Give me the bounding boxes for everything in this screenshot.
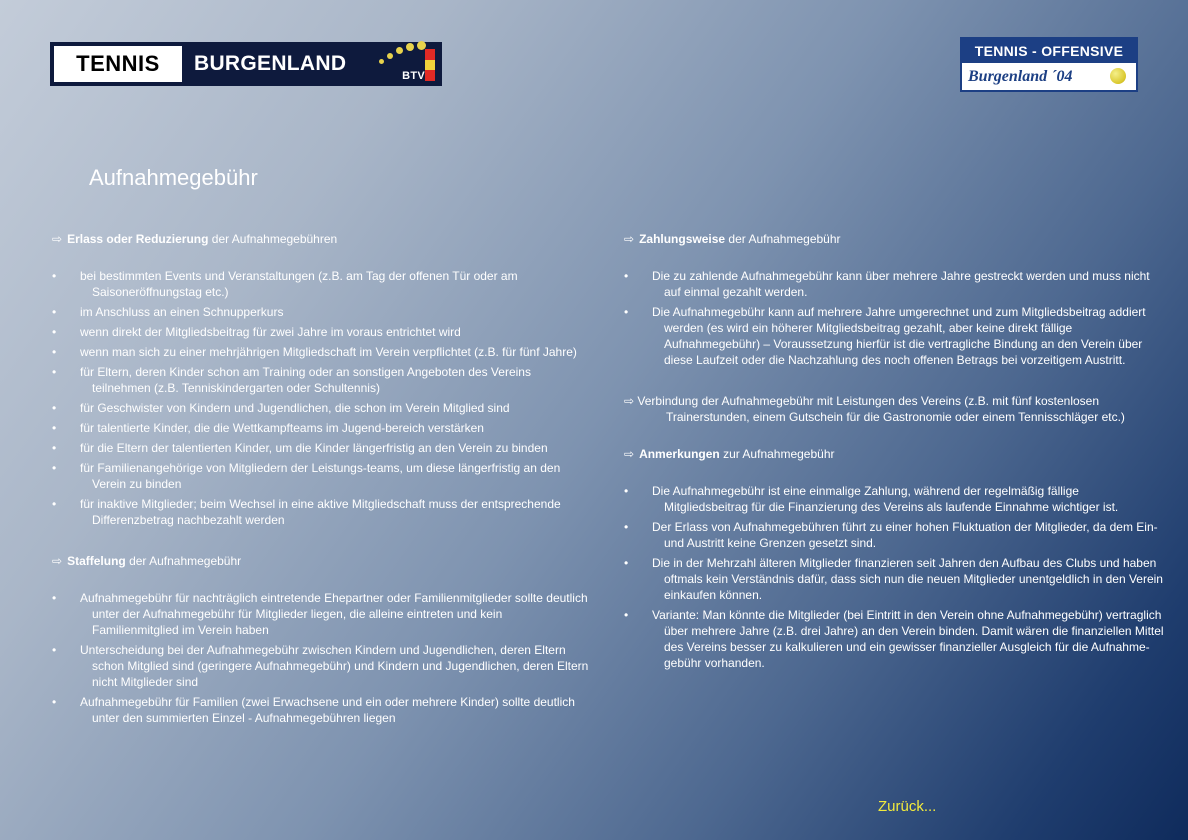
- bullet-dot-icon: •: [52, 305, 57, 319]
- bullet-dot-icon: •: [52, 421, 57, 435]
- bullet-dot-icon: •: [52, 269, 57, 283]
- list-item-text: Unterscheidung bei der Aufnahmegebühr zwischen Kindern und Jugendlichen, deren Eltern schon Mitglied sind (geringere Aufnahmegebühr) und Kindern und Jugendlichen, deren Eltern nicht Mitglieder sind: [80, 643, 589, 689]
- bullet-dot-icon: •: [624, 608, 629, 622]
- list-item: [624, 519, 1164, 551]
- bullet-dot-icon: •: [52, 497, 57, 511]
- arrow-right-outline-icon: ⇨: [52, 232, 63, 246]
- tennis-burgenland-logo: [50, 42, 442, 86]
- list-item-text: Die Aufnahmegebühr ist eine einmalige Zahlung, während der regelmäßig fällige Mitgliedsbeitrag für die Finanzierung des Vereins als laufende Einnahme wichtiger ist.: [652, 484, 1119, 514]
- logo-offensive-line2-box: [962, 63, 1136, 90]
- bullet-dot-icon: •: [624, 269, 629, 283]
- list-item: [52, 440, 592, 456]
- list-item: [52, 400, 592, 416]
- logo-offensive-line1: TENNIS - OFFENSIVE: [962, 39, 1136, 63]
- tennis-ball-icon: [1110, 68, 1126, 84]
- list-item: [52, 694, 592, 726]
- section-heading-rest: zur Aufnahmegebühr: [719, 447, 835, 461]
- list-item: [624, 268, 1164, 300]
- list-item-text: Die Aufnahmegebühr kann auf mehrere Jahre umgerechnet und zum Mitgliedsbeitrag addiert werden (es wird ein höherer Mitgliedsbeitrag gezahlt, aber keine direkt fällige Aufnahmegebühr) – Voraussetzung hierfür ist die vertragliche Bindung an den Verein über diese Laufzeit oder die Nachzahlung des noch offenen Betrags bei vorzeitigem Austritt.: [652, 305, 1146, 367]
- list-item-text: Aufnahmegebühr für nachträglich eintretende Ehepartner oder Familienmitglieder sollte deutlich unter der Aufnahmegebühr für Mitglieder liegen, die alleine eintreten und kein Familienmitglied im Verein haben: [80, 591, 588, 637]
- bullet-dot-icon: •: [52, 325, 57, 339]
- bullet-dot-icon: •: [624, 520, 629, 534]
- bullet-dot-icon: •: [52, 365, 57, 379]
- section-heading-anmerkungen: [624, 446, 1164, 462]
- section-verbindung: [624, 393, 1164, 425]
- list-item: [624, 607, 1164, 671]
- list-item: [52, 364, 592, 396]
- logo-word-burgenland: BURGENLAND: [194, 52, 347, 75]
- list-item: [52, 496, 592, 528]
- verbindung-text-body: Verbindung der Aufnahmegebühr mit Leistungen des Vereins (z.B. mit fünf kostenlosen Trainerstunden, einem Gutschein für die Gastronomie oder einem Tennisschläger etc.): [637, 394, 1125, 424]
- list-item: [624, 304, 1164, 368]
- bullet-dot-icon: •: [52, 591, 57, 605]
- flag-stripes-icon: [425, 49, 435, 81]
- list-item-text: für inaktive Mitglieder; beim Wechsel in eine aktive Mitgliedschaft muss der entsprechende Differenzbetrag nachbezahlt werden: [80, 497, 561, 527]
- list-item-text: Aufnahmegebühr für Familien (zwei Erwachsene und ein oder mehrere Kinder) sollte deutlich unter den summierten Einzel - Aufnahmegebühren liegen: [80, 695, 575, 725]
- zahlungsweise-list: [624, 268, 1164, 368]
- section-heading-staffelung: [52, 553, 592, 569]
- verbindung-text: [624, 393, 1164, 425]
- section-heading-bold: Erlass oder Reduzierung: [67, 232, 209, 246]
- list-item-text: Variante: Man könnte die Mitglieder (bei Eintritt in den Verein ohne Aufnahmegebühr) vertraglich über mehrere Jahre (z.B. drei Jahre) an den Verein binden. Damit wären die finanziellen Mittel des Vereins besser zu kalkulieren und ein gewisser finanzieller Ausgleich für die Aufnahme-gebühr vorhanden.: [652, 608, 1164, 670]
- erlass-list: [52, 268, 592, 528]
- right-column: [624, 231, 1164, 675]
- list-item-text: für die Eltern der talentierten Kinder, um die Kinder längerfristig an den Verein zu binden: [80, 441, 548, 455]
- section-heading-rest: der Aufnahmegebühr: [725, 232, 841, 246]
- arrow-right-outline-icon: ⇨: [52, 554, 63, 568]
- section-heading-bold: Staffelung: [67, 554, 126, 568]
- section-heading-bold: Anmerkungen: [639, 447, 720, 461]
- logo-offensive-line2: Burgenland ´04: [968, 67, 1073, 85]
- list-item-text: bei bestimmten Events und Veranstaltungen (z.B. am Tag der offenen Tür oder am Saisoneröffnungstag etc.): [80, 269, 518, 299]
- anmerkungen-list: [624, 483, 1164, 671]
- list-item-text: Die in der Mehrzahl älteren Mitglieder finanzieren seit Jahren den Aufbau des Clubs und haben oftmals kein Verständnis dafür, dass sich nun die neuen Mitglieder unentgeldlich in den Verein einkaufen können.: [652, 556, 1163, 602]
- list-item: [52, 268, 592, 300]
- list-item: [52, 642, 592, 690]
- staffelung-list: [52, 590, 592, 726]
- section-heading-erlass: [52, 231, 592, 247]
- bullet-dot-icon: •: [52, 345, 57, 359]
- list-item: [624, 483, 1164, 515]
- list-item: [52, 344, 592, 360]
- arrow-right-outline-icon: ⇨: [624, 394, 638, 408]
- section-heading-bold: Zahlungsweise: [639, 232, 726, 246]
- tennis-offensive-logo: [960, 37, 1138, 92]
- arrow-right-outline-icon: ⇨: [624, 447, 635, 461]
- bullet-dot-icon: •: [624, 484, 629, 498]
- logo-word-burgenland-box: [182, 43, 441, 85]
- left-column: [52, 231, 592, 730]
- bullet-dot-icon: •: [52, 461, 57, 475]
- list-item-text: für Geschwister von Kindern und Jugendlichen, die schon im Verein Mitglied sind: [80, 401, 510, 415]
- list-item-text: wenn man sich zu einer mehrjährigen Mitgliedschaft im Verein verpflichtet (z.B. für fünf Jahre): [80, 345, 577, 359]
- back-link[interactable]: Zurück...: [878, 798, 937, 815]
- list-item: [52, 324, 592, 340]
- bullet-dot-icon: •: [52, 643, 57, 657]
- list-item-text: Die zu zahlende Aufnahmegebühr kann über mehrere Jahre gestreckt werden und muss nicht auf einmal gezahlt werden.: [652, 269, 1150, 299]
- bullet-dot-icon: •: [52, 695, 57, 709]
- list-item: [52, 420, 592, 436]
- bullet-dot-icon: •: [624, 305, 629, 319]
- logo-btv-mark: BTV: [402, 70, 425, 82]
- bullet-dot-icon: •: [52, 401, 57, 415]
- list-item-text: Der Erlass von Aufnahmegebühren führt zu einer hohen Fluktuation der Mitglieder, da dem Ein- und Austritt keine Grenzen gesetzt sind.: [652, 520, 1158, 550]
- list-item-text: für Familienangehörige von Mitgliedern der Leistungs-teams, um diese längerfristig an den Verein zu binden: [80, 461, 561, 491]
- list-item-text: im Anschluss an einen Schnupperkurs: [80, 305, 284, 319]
- list-item-text: wenn direkt der Mitgliedsbeitrag für zwei Jahre im voraus entrichtet wird: [80, 325, 461, 339]
- list-item-text: für talentierte Kinder, die die Wettkampfteams im Jugend-bereich verstärken: [80, 421, 484, 435]
- section-heading-rest: der Aufnahmegebühr: [125, 554, 242, 568]
- arrow-right-outline-icon: ⇨: [624, 232, 635, 246]
- bullet-dot-icon: •: [624, 556, 629, 570]
- list-item-text: für Eltern, deren Kinder schon am Training oder an sonstigen Angeboten des Vereins teilnehmen (z.B. Tenniskindergarten oder Schultennis): [80, 365, 531, 395]
- list-item: [624, 555, 1164, 603]
- page-title: Aufnahmegebühr: [89, 165, 258, 190]
- list-item: [52, 590, 592, 638]
- section-heading-zahlungsweise: [624, 231, 1164, 247]
- logo-word-tennis: TENNIS: [54, 46, 182, 82]
- bullet-dot-icon: •: [52, 441, 57, 455]
- section-heading-rest: der Aufnahmegebühren: [208, 232, 338, 246]
- list-item: [52, 304, 592, 320]
- list-item: [52, 460, 592, 492]
